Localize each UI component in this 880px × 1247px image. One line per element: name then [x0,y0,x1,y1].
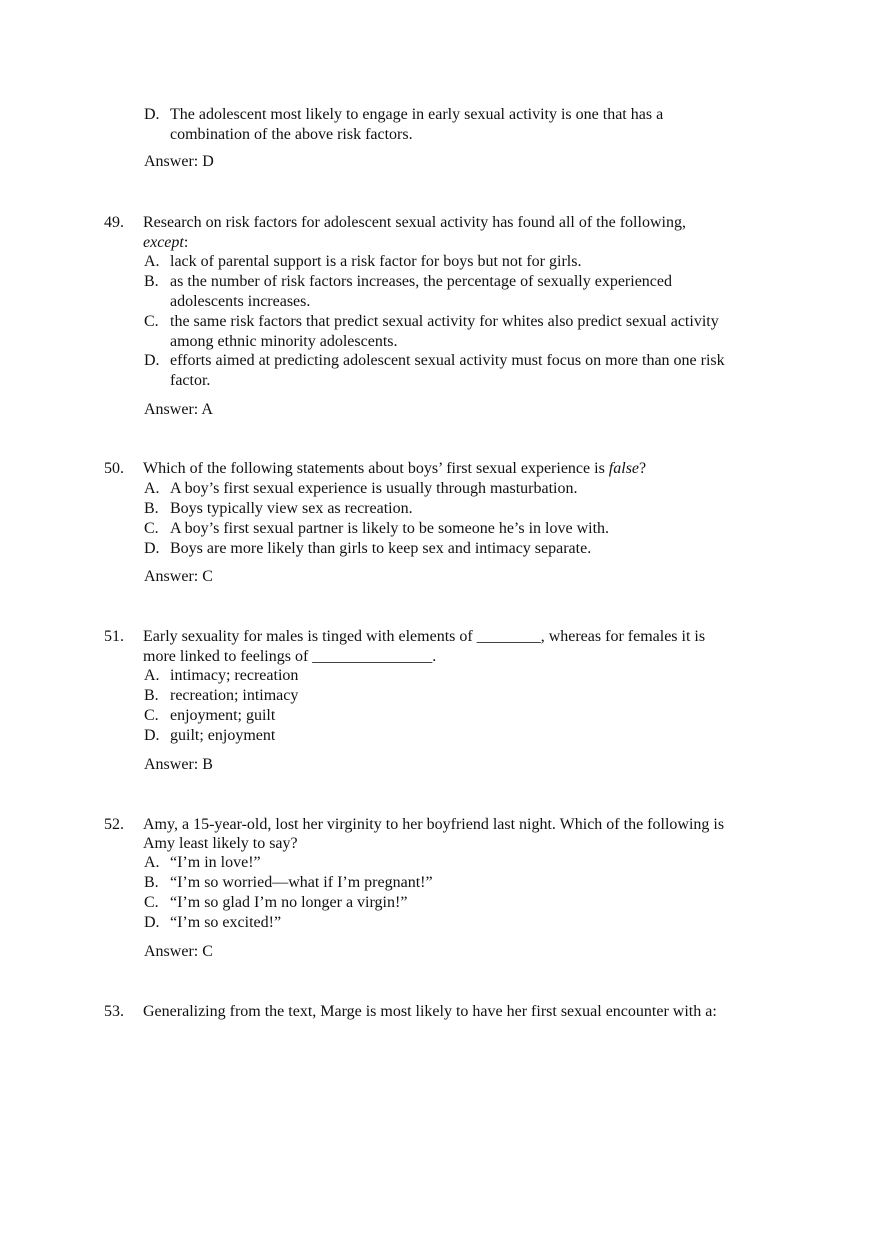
option-letter: C. [144,520,159,537]
option-letter: D. [144,106,160,123]
option-text-line: A boy’s first sexual experience is usually through masturbation. [170,480,578,497]
option-text-line: The adolescent most likely to engage in early sexual activity is one that has a [170,106,664,123]
question-stem-line: Amy least likely to say? [143,835,298,852]
stem-suffix: ? [639,460,647,477]
option-text-line: “I’m so excited!” [170,914,282,931]
option-letter: A. [144,667,160,684]
option-letter: A. [144,480,160,497]
option-text-line: lack of parental support is a risk factor for boys but not for girls. [170,253,582,270]
question-number: 53. [104,1003,124,1020]
question-stem-line: Amy, a 15-year-old, lost her virginity to her boyfriend last night. Which of the following is [143,816,725,833]
option-letter: D. [144,540,160,557]
option-letter: B. [144,500,159,517]
answer-line: Answer: C [144,568,213,585]
option-letter: B. [144,874,159,891]
option-text-line: Boys are more likely than girls to keep sex and intimacy separate. [170,540,592,557]
option-text-line: the same risk factors that predict sexual activity for whites also predict sexual activity [170,313,719,330]
answer-line: Answer: A [144,401,213,418]
question-number: 51. [104,628,124,645]
option-text-line: A boy’s first sexual partner is likely to be someone he’s in love with. [170,520,610,537]
option-text-line: adolescents increases. [170,293,311,310]
question-stem-line [143,459,646,479]
option-text-line: factor. [170,372,211,389]
option-letter: D. [144,914,160,931]
answer-line: Answer: C [144,943,213,960]
answer-line: Answer: D [144,153,214,170]
option-text-line: combination of the above risk factors. [170,126,413,143]
option-text-line: as the number of risk factors increases, the percentage of sexually experienced [170,273,672,290]
option-letter: C. [144,313,159,330]
question-stem-line: Early sexuality for males is tinged with elements of ________, whereas for females it is [143,628,706,645]
option-letter: B. [144,273,159,290]
option-text-line: “I’m so glad I’m no longer a virgin!” [170,894,408,911]
option-letter: D. [144,727,160,744]
stem-prefix: Which of the following statements about boys’ first sexual experience is [143,460,609,477]
question-number: 52. [104,816,124,833]
question-stem-line: more linked to feelings of _______________. [143,648,437,665]
question-stem-line: Research on risk factors for adolescent sexual activity has found all of the following, [143,214,686,231]
question-number: 50. [104,460,124,477]
option-letter: B. [144,687,159,704]
stem-italic: false [608,460,640,477]
option-text-line: efforts aimed at predicting adolescent sexual activity must focus on more than one risk [170,352,725,369]
question-number: 49. [104,214,124,231]
option-text-line: guilt; enjoyment [170,727,276,744]
option-text-line: “I’m in love!” [170,854,261,871]
option-letter: A. [144,854,160,871]
option-text-line: “I’m so worried—what if I’m pregnant!” [170,874,433,891]
option-text-line: enjoyment; guilt [170,707,276,724]
option-letter: A. [144,253,160,270]
option-letter: C. [144,707,159,724]
option-text-line: intimacy; recreation [170,667,299,684]
option-text-line: recreation; intimacy [170,687,299,704]
question-stem-line: Generalizing from the text, Marge is most likely to have her first sexual encounter with a: [143,1003,717,1020]
option-text-line: among ethnic minority adolescents. [170,333,398,350]
question-stem-line [143,233,188,253]
answer-line: Answer: B [144,756,213,773]
option-letter: D. [144,352,160,369]
option-letter: C. [144,894,159,911]
option-text-line: Boys typically view sex as recreation. [170,500,413,517]
stem-italic: except [143,234,184,251]
stem-suffix: : [183,234,189,251]
